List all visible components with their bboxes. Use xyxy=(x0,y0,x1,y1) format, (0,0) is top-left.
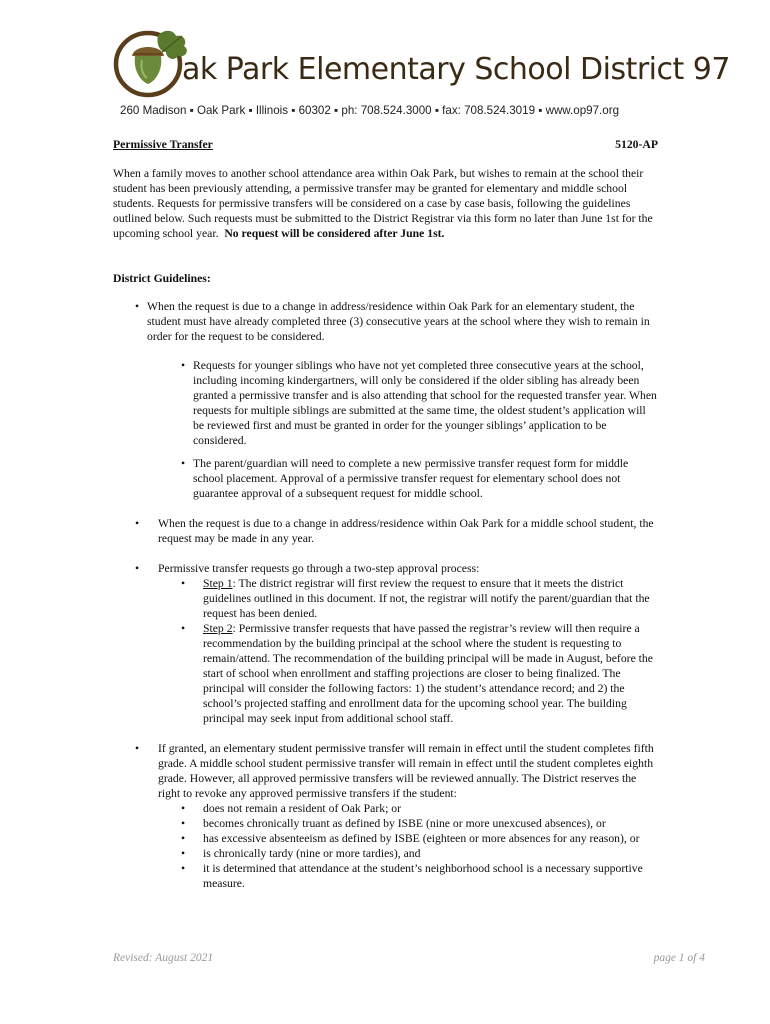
intro-text: When a family moves to another school attendance area within Oak Park, but wishes to remain at the school their student has been previously attending, a permissive transfer may be granted for elementary and middle school students. Requests for permissive transfers will be considered on a case by case basis, following the guidelines outlined below. Such requests must be submitted to the District Registrar via this form no later than June 1st for the upcoming school year. xyxy=(113,167,653,240)
revoke-reason-supportive xyxy=(113,861,658,891)
bullet-icon: • xyxy=(181,577,186,590)
bullet-icon: • xyxy=(181,359,186,372)
page-footer xyxy=(113,952,705,964)
guideline-elementary xyxy=(113,299,658,344)
revoke-reason-tardy xyxy=(113,846,658,861)
guideline-duration xyxy=(113,741,658,801)
guideline-text: When the request is due to a change in address/residence within Oak Park for a middle school student, the request may be made in any year. xyxy=(158,517,654,545)
guideline-text: The parent/guardian will need to complete a new permissive transfer request form for middle school placement. Approval of a permissive transfer request for elementary school does not guarantee approval of a subsequent request for middle school. xyxy=(193,457,629,500)
district-name xyxy=(182,52,730,87)
bullet-icon: • xyxy=(135,300,140,313)
step-1-label: Step 1 xyxy=(203,577,233,590)
guideline-text: If granted, an elementary student permissive transfer will remain in effect until the student completes fifth grade. A middle school student permissive transfer will remain in effect until the student completes eighth grade. However, all approved permissive transfers will be reviewed annually. The District reserves the right to revoke any approved permissive transfers if the student: xyxy=(158,742,654,800)
bullet-icon: • xyxy=(181,457,186,470)
document-code: 5120-AP xyxy=(615,138,658,151)
guideline-text: Permissive transfer requests go through a two-step approval process: xyxy=(158,562,480,575)
bullet-icon: • xyxy=(135,562,140,575)
guideline-text: Requests for younger siblings who have not yet completed three consecutive years at the school, including incoming kindergartners, will only be considered if the older sibling has already been granted a permissive transfer and is also attending that school for the requested transfer year. When requests for multiple siblings are submitted at the same time, the oldest student’s application will be reviewed first and must be granted in order for the younger siblings’ application to be considered. xyxy=(193,359,657,447)
intro-deadline-note: No request will be considered after June 1st. xyxy=(224,227,445,240)
guidelines-list xyxy=(113,299,658,891)
guideline-siblings xyxy=(113,358,658,448)
guideline-approval-process xyxy=(113,561,658,576)
bullet-icon: • xyxy=(181,622,186,635)
bullet-icon: • xyxy=(181,802,186,815)
guideline-middle-school xyxy=(113,516,658,546)
revoke-reason-text: becomes chronically truant as defined by ISBE (nine or more unexcused absences), or xyxy=(203,817,606,830)
revision-date: Revised: August 2021 xyxy=(113,952,214,964)
revoke-reason-truancy xyxy=(113,816,658,831)
document-title: Permissive Transfer xyxy=(113,138,213,151)
revoke-reason-text: it is determined that attendance at the student’s neighborhood school is a necessary supportive measure. xyxy=(203,862,643,890)
bullet-icon: • xyxy=(181,862,186,875)
intro-paragraph xyxy=(113,166,658,241)
revoke-reason-text: has excessive absenteeism as defined by ISBE (eighteen or more absences for any reason), or xyxy=(203,832,640,845)
revoke-reason-residency xyxy=(113,801,658,816)
district-name-text: ak Park Elementary School District 97 xyxy=(182,52,730,87)
guideline-step-1 xyxy=(113,576,658,621)
bullet-icon: • xyxy=(181,817,186,830)
revoke-reason-absenteeism xyxy=(113,831,658,846)
revoke-reason-text: does not remain a resident of Oak Park; or xyxy=(203,802,401,815)
bullet-icon: • xyxy=(181,832,186,845)
guideline-step-2 xyxy=(113,621,658,726)
step-1-text: : The district registrar will first review the request to ensure that it meets the district guidelines outlined in this document. If not, the registrar will notify the parent/guardian that the request has been denied. xyxy=(203,577,650,620)
bullet-icon: • xyxy=(181,847,186,860)
step-2-label: Step 2 xyxy=(203,622,233,635)
step-2-text: : Permissive transfer requests that have passed the registrar’s review will then require a recommendation by the building principal at the school where the student is requesting to remain/attend. The recommendation of the building principal will be made in August, before the start of school when enrollment and staffing projections are closer to being finalized. The principal will consider the following factors: 1) the student’s attendance record; and 2) the school’s projected staffing and enrollment data for the upcoming school year. The building principal may seek input from additional school staff. xyxy=(203,622,653,725)
guideline-middle-placement xyxy=(113,456,658,501)
guideline-text: When the request is due to a change in address/residence within Oak Park for an elementary student, the student must have already completed three (3) consecutive years at the school where they wish to remain in order for the request to be considered. xyxy=(147,300,650,343)
document-body xyxy=(113,137,658,891)
district-address: 260 Madison ▪ Oak Park ▪ Illinois ▪ 60302 ▪ ph: 708.524.3000 ▪ fax: 708.524.3019 ▪ www.op97.org xyxy=(120,104,620,117)
title-row xyxy=(113,137,658,152)
page-number: page 1 of 4 xyxy=(653,952,705,964)
bullet-icon: • xyxy=(135,742,140,755)
revoke-reason-text: is chronically tardy (nine or more tardies), and xyxy=(203,847,421,860)
guidelines-heading: District Guidelines: xyxy=(113,272,211,285)
bullet-icon: • xyxy=(135,517,140,530)
